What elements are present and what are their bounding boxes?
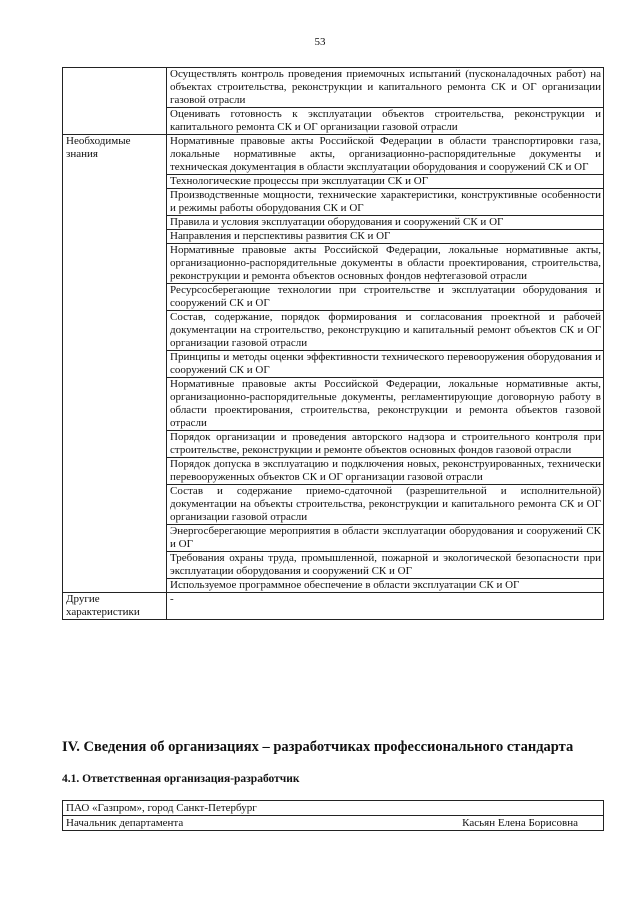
table-cell: Осуществлять контроль проведения приемочных испытаний (пусконаладочных работ) на объектах строительства, реконструкции и капитального ремонта СК и ОГ организации газовой отрасли: [167, 68, 604, 108]
table-cell: -: [167, 593, 604, 620]
table-cell: Состав, содержание, порядок формирования и согласования проектной и рабочей документации на строительство, реконструкцию и капитальный ремонт объектов СК и ОГ организации газовой отрасли: [167, 311, 604, 351]
labor-function-table: [62, 67, 604, 620]
table-row: [63, 135, 604, 175]
developer-table: [62, 800, 604, 831]
table-cell: Направления и перспективы развития СК и ОГ: [167, 230, 604, 244]
subsection-heading: 4.1. Ответственная организация-разработчик: [62, 773, 300, 785]
table-cell: Ресурсосберегающие технологии при строительстве и эксплуатации оборудования и сооружений СК и ОГ: [167, 284, 604, 311]
table-cell: Нормативные правовые акты Российской Федерации, локальные нормативные акты, организационно-распорядительные документы, регламентирующие договорную работу в области проектирования, строительства, реконструкции и ремонта объектов газовой отрасли: [167, 378, 604, 431]
developer-person-row: [63, 816, 604, 831]
table-cell: Порядок организации и проведения авторского надзора и строительного контроля при строительстве, реконструкции и ремонте объектов основных фондов газовой отрасли: [167, 431, 604, 458]
table-row: [63, 593, 604, 620]
other-characteristics-label: Другие характеристики: [63, 593, 167, 620]
table-cell: Технологические процессы при эксплуатации СК и ОГ: [167, 175, 604, 189]
table-cell: Оценивать готовность к эксплуатации объектов строительства, реконструкции и капитального ремонта СК и ОГ организации газовой отрасли: [167, 108, 604, 135]
section-heading: IV. Сведения об организациях – разработчиках профессионального стандарта: [62, 739, 574, 755]
table-row: [63, 68, 604, 108]
knowledge-label: Необходимые знания: [63, 135, 167, 593]
table-cell: Нормативные правовые акты Российской Федерации, локальные нормативные акты, организационно-распорядительные документы в области проектирования, строительства, реконструкции и ремонта объектов основных фондов нефтегазовой отрасли: [167, 244, 604, 284]
table-cell: Требования охраны труда, промышленной, пожарной и экологической безопасности при эксплуатации оборудования и сооружений СК и ОГ: [167, 552, 604, 579]
table-cell: Состав и содержание приемо-сдаточной (разрешительной и исполнительной) документации на объекты строительства, реконструкции и капитального ремонта СК и ОГ организации газовой отрасли: [167, 485, 604, 525]
table-cell: Нормативные правовые акты Российской Федерации в области транспортировки газа, локальные нормативные акты, организационно-распорядительные документы и техническая документация в области эксплуатации оборудования и сооружений СК и ОГ: [167, 135, 604, 175]
table-cell: Энергосберегающие мероприятия в области эксплуатации оборудования и сооружений СК и ОГ: [167, 525, 604, 552]
table-cell: Порядок допуска в эксплуатацию и подключения новых, реконструированных, технически перевооруженных объектов СК и ОГ организации газовой отрасли: [167, 458, 604, 485]
empty-label-cell: [63, 68, 167, 135]
table-cell: Принципы и методы оценки эффективности технического перевооружения оборудования и сооружений СК и ОГ: [167, 351, 604, 378]
table-cell: Правила и условия эксплуатации оборудования и сооружений СК и ОГ: [167, 216, 604, 230]
developer-position: Начальник департамента: [66, 817, 184, 829]
developer-organization: ПАО «Газпром», город Санкт-Петербург: [63, 801, 604, 816]
developer-person: Касьян Елена Борисовна: [462, 817, 578, 829]
table-cell: Используемое программное обеспечение в области эксплуатации СК и ОГ: [167, 579, 604, 593]
page-number: 53: [314, 36, 326, 48]
table-cell: Производственные мощности, технические характеристики, конструктивные особенности и режимы работы оборудования СК и ОГ: [167, 189, 604, 216]
developer-org-row: [63, 801, 604, 816]
